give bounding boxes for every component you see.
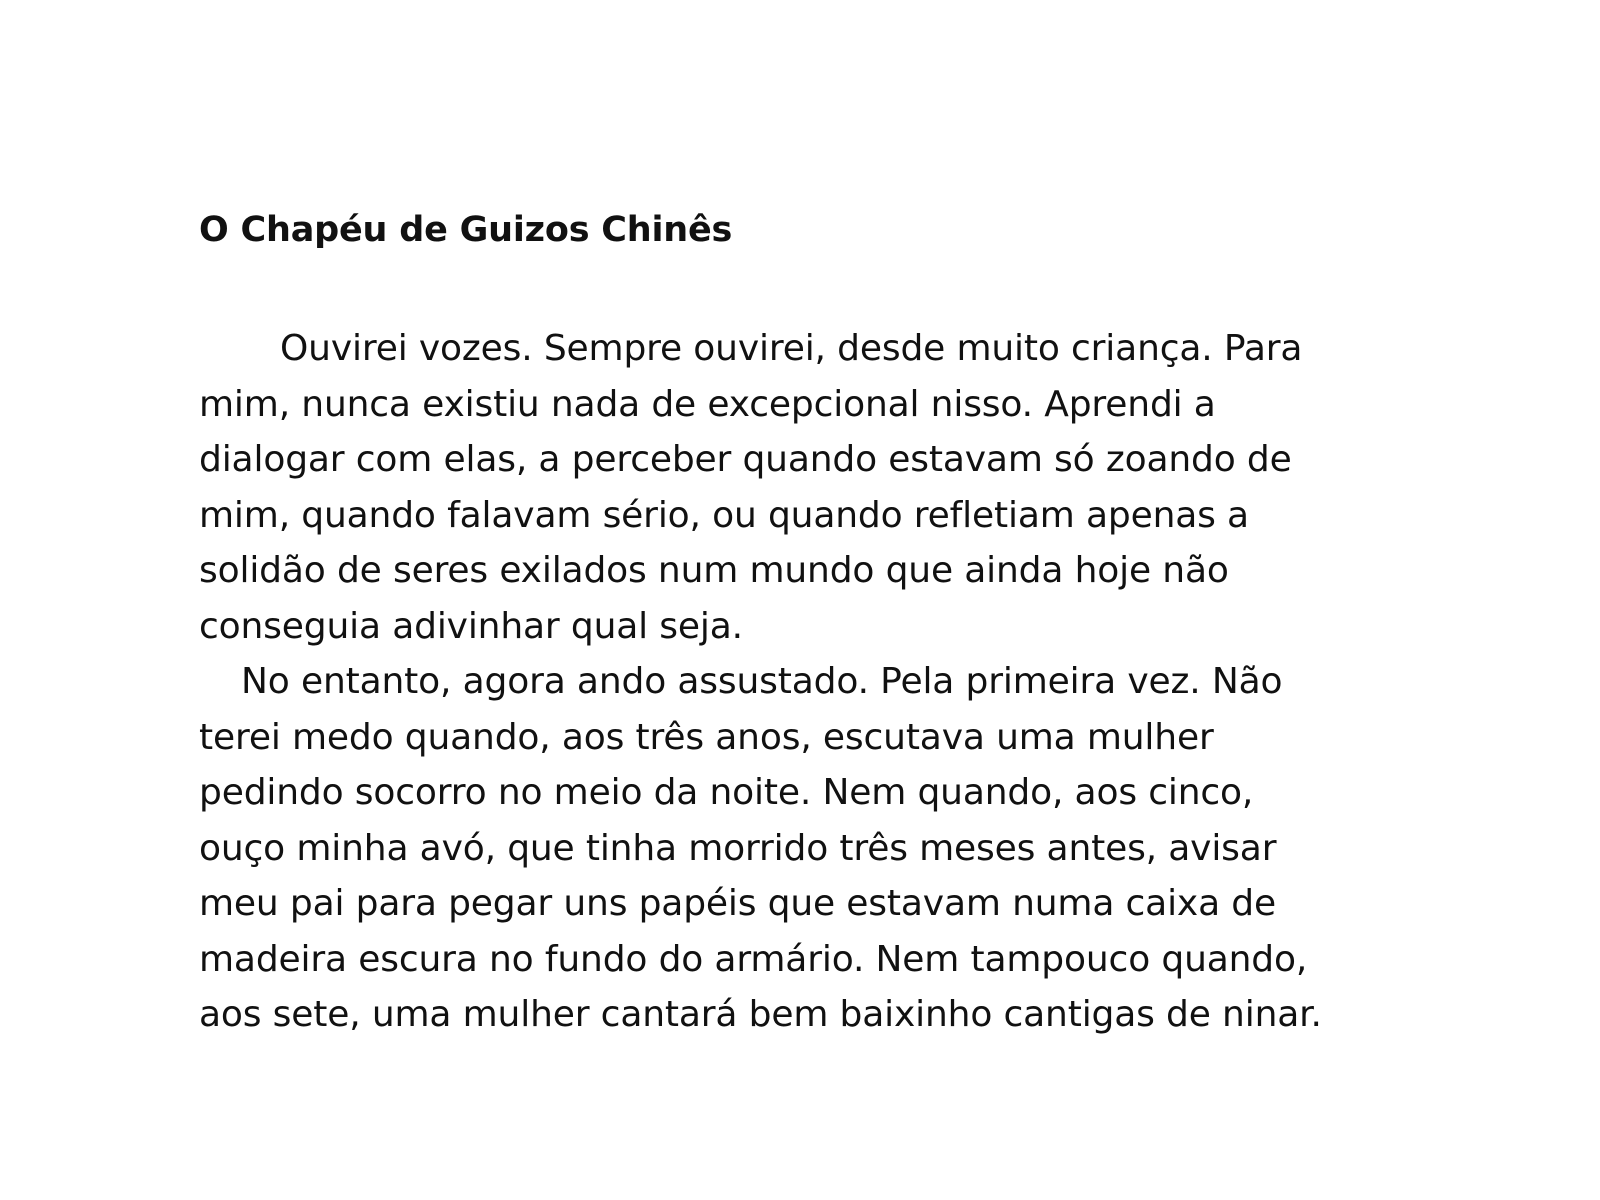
paragraph-2-line-5: meu pai para pegar uns papéis que estavam numa caixa de	[199, 883, 1276, 924]
document-body	[199, 321, 1399, 1043]
paragraph-1-line-3: dialogar com elas, a perceber quando estavam só zoando de	[199, 439, 1292, 480]
paragraph-2-line-2: terei medo quando, aos três anos, escutava uma mulher	[199, 716, 1214, 758]
paragraph-1-line-1: Ouvirei vozes. Sempre ouvirei, desde muito criança. Para	[280, 328, 1303, 369]
paragraph-1-line-2: mim, nunca existiu nada de excepcional nisso. Aprendi a	[199, 383, 1216, 425]
paragraph-2-line-4: ouço minha avó, que tinha morrido três meses antes, avisar	[199, 827, 1277, 869]
paragraph-1-line-4: mim, quando falavam sério, ou quando refletiam apenas a	[199, 494, 1249, 536]
paragraph-2-line-7: aos sete, uma mulher cantará bem baixinho cantigas de ninar.	[199, 994, 1322, 1035]
paragraph-2-line-3: pedindo socorro no meio da noite. Nem quando, aos cinco,	[199, 772, 1254, 813]
paragraph-1-line-6: conseguia adivinhar qual seja.	[199, 605, 743, 647]
paragraph-1-line-5: solidão de seres exilados num mundo que ainda hoje não	[199, 550, 1229, 591]
paragraph-2-line-1: No entanto, agora ando assustado. Pela primeira vez. Não	[241, 661, 1283, 702]
document-title: O Chapéu de Guizos Chinês	[199, 210, 733, 250]
paragraph-2-line-6: madeira escura no fundo do armário. Nem tampouco quando,	[199, 938, 1308, 980]
